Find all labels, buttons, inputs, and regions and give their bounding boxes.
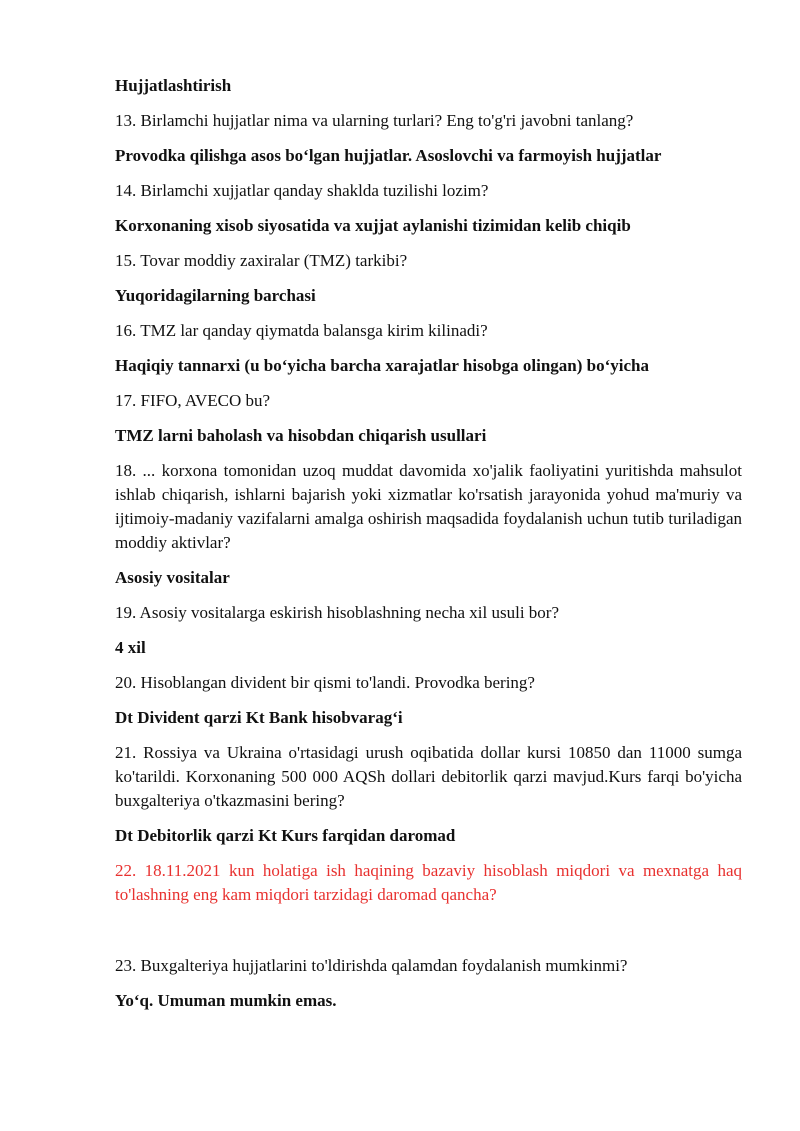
answer-16: Haqiqiy tannarxi (u bo‘yicha barcha xarajatlar hisobga olingan) bo‘yicha — [115, 356, 649, 375]
answer-19: 4 xil — [115, 638, 146, 657]
answer-23: Yo‘q. Umuman mumkin emas. — [115, 991, 337, 1010]
question-14: 14. Birlamchi xujjatlar qanday shaklda tuzilishi lozim? — [115, 181, 489, 200]
question-13: 13. Birlamchi hujjatlar nima va ularning turlari? Eng to'g'ri javobni tanlang? — [115, 111, 634, 130]
answer-18: Asosiy vositalar — [115, 568, 230, 587]
answer-14: Korxonaning xisob siyosatida va xujjat aylanishi tizimidan kelib chiqib — [115, 216, 631, 235]
question-17: 17. FIFO, AVECO bu? — [115, 391, 271, 410]
question-22-highlighted: 22. 18.11.2021 kun holatiga ish haqining bazaviy hisoblash miqdori va mexnatga haq to'lashning eng kam miqdori tarzidagi daromad qancha? — [115, 861, 742, 904]
answer-15: Yuqoridagilarning barchasi — [115, 286, 316, 305]
question-18: 18. ... korxona tomonidan uzoq muddat davomida xo'jalik faoliyatini yuritishda mahsulot ishlab chiqarish, ishlarni bajarish yoki xizmatlar ko'rsatish jarayonida yohud ma'muriy va ijtimoiy-madaniy vazifalarni amalga oshirish maqsadida foydalanish uchun tutib turiladigan moddiy aktivlar? — [115, 461, 742, 552]
question-15: 15. Tovar moddiy zaxiralar (TMZ) tarkibi? — [115, 251, 408, 270]
question-21: 21. Rossiya va Ukraina o'rtasidagi urush oqibatida dollar kursi 10850 dan 11000 sumga ko'tarildi. Korxonaning 500 000 AQSh dollari debitorlik qarzi mavjud.Kurs farqi bo'yicha buxgalteriya o'tkazmasini bering? — [115, 743, 742, 810]
answer-20: Dt Divident qarzi Kt Bank hisobvarag‘i — [115, 708, 403, 727]
document-page — [115, 74, 742, 1024]
question-19: 19. Asosiy vositalarga eskirish hisoblashning necha xil usuli bor? — [115, 603, 560, 622]
question-23: 23. Buxgalteriya hujjatlarini to'ldirishda qalamdan foydalanish mumkinmi? — [115, 956, 628, 975]
section-heading: Hujjatlashtirish — [115, 76, 232, 95]
answer-13: Provodka qilishga asos bo‘lgan hujjatlar. Asoslovchi va farmoyish hujjatlar — [115, 146, 662, 165]
question-16: 16. TMZ lar qanday qiymatda balansga kirim kilinadi? — [115, 321, 488, 340]
question-20: 20. Hisoblangan divident bir qismi to'landi. Provodka bering? — [115, 673, 535, 692]
answer-21: Dt Debitorlik qarzi Kt Kurs farqidan daromad — [115, 826, 456, 845]
answer-17: TMZ larni baholash va hisobdan chiqarish usullari — [115, 426, 487, 445]
